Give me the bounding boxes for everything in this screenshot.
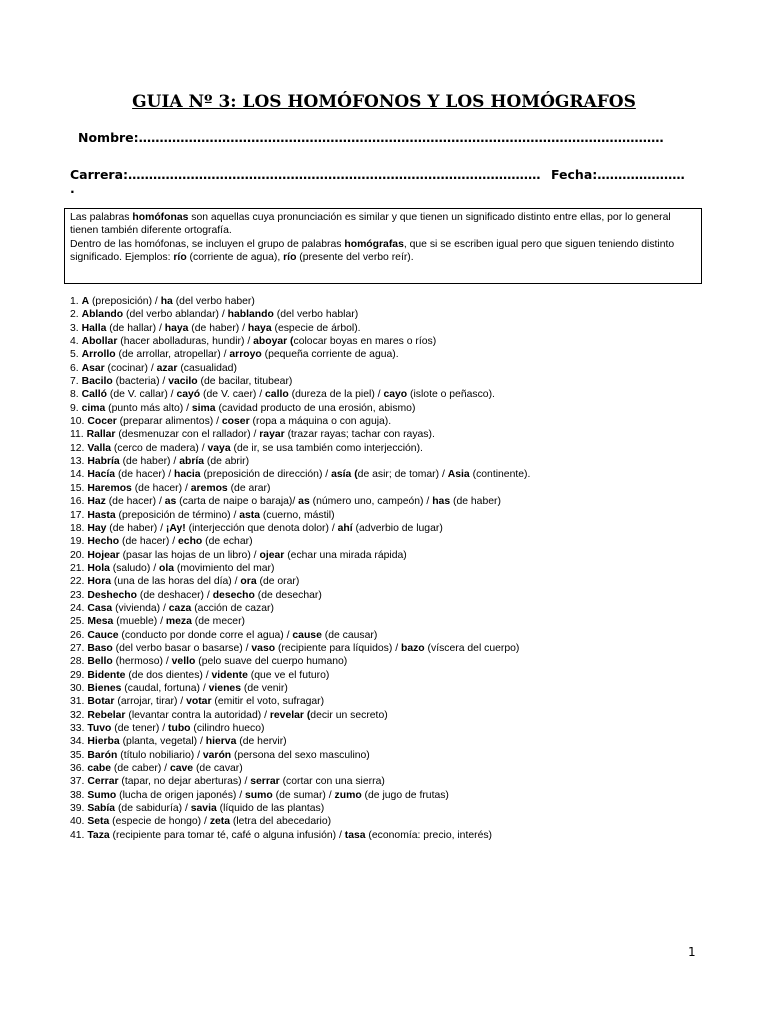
word-term: bazo bbox=[400, 642, 425, 654]
word-meaning: (islote o peñasco). bbox=[407, 389, 495, 401]
list-item bbox=[70, 388, 730, 401]
word-term: Hay bbox=[87, 522, 107, 534]
word-meaning: (de V. callar) / bbox=[106, 389, 177, 401]
word-meaning: (continente). bbox=[469, 469, 531, 481]
word-term: hacia bbox=[173, 469, 201, 481]
word-meaning: (mueble) / bbox=[113, 616, 166, 628]
word-meaning: 5. bbox=[70, 349, 82, 361]
word-meaning: (de haber) bbox=[450, 496, 501, 508]
word-term: Hola bbox=[87, 562, 110, 574]
word-term: Hierba bbox=[87, 736, 120, 748]
word-meaning: 21. bbox=[70, 562, 88, 574]
list-item bbox=[70, 775, 730, 788]
list-item bbox=[70, 655, 730, 668]
word-term: caza bbox=[168, 602, 192, 614]
homophone-list bbox=[70, 295, 730, 842]
word-term: Habría bbox=[87, 456, 120, 468]
word-meaning: 4. bbox=[70, 336, 82, 348]
list-item bbox=[70, 575, 730, 588]
word-meaning: 33. bbox=[70, 723, 88, 734]
list-item bbox=[70, 549, 730, 562]
word-meaning: (víscera del cuerpo) bbox=[424, 642, 520, 654]
word-meaning: 36. bbox=[70, 763, 88, 775]
word-meaning: 7. bbox=[70, 376, 82, 388]
word-term: cima bbox=[81, 402, 106, 414]
word-meaning: (preparar alimentos) / bbox=[116, 416, 222, 428]
word-term: Haremos bbox=[87, 482, 132, 494]
word-term: cabe bbox=[87, 763, 112, 775]
word-meaning: 3. bbox=[70, 322, 82, 334]
word-meaning: 9. bbox=[70, 402, 82, 414]
page-number: 1 bbox=[688, 945, 696, 959]
word-term: Halla bbox=[81, 322, 107, 334]
word-meaning: (de desechar) bbox=[254, 589, 322, 601]
word-meaning: (de haber) / bbox=[188, 322, 248, 334]
word-meaning: 10. bbox=[70, 416, 88, 428]
word-term: azar bbox=[156, 362, 178, 374]
word-meaning: (pelo suave del cuerpo humano) bbox=[195, 656, 348, 668]
word-meaning: 16. bbox=[70, 496, 88, 508]
word-meaning: (caudal, fortuna) / bbox=[121, 682, 209, 694]
word-meaning: (del verbo haber) bbox=[172, 296, 255, 307]
nombre-field: Nombre:……………………………………………………………………………………………………………… bbox=[78, 130, 664, 145]
word-term: Cocer bbox=[87, 416, 117, 428]
word-meaning: (acción de cazar) bbox=[191, 602, 274, 614]
word-term: Bienes bbox=[87, 682, 122, 694]
word-term: Cerrar bbox=[87, 776, 119, 788]
list-item bbox=[70, 442, 730, 455]
word-meaning: (de hervir) bbox=[236, 736, 287, 748]
word-meaning: (de hacer) / bbox=[115, 469, 174, 481]
word-meaning: 28. bbox=[70, 656, 88, 668]
list-item bbox=[70, 415, 730, 428]
word-term: Mesa bbox=[87, 616, 114, 628]
word-meaning: 40. bbox=[70, 816, 88, 828]
word-term: A bbox=[81, 296, 90, 307]
word-meaning: (movimiento del mar) bbox=[173, 562, 275, 574]
word-meaning: (de hacer) / bbox=[131, 482, 191, 494]
page-title: GUIA Nº 3: LOS HOMÓFONOS Y LOS HOMÓGRAFOS bbox=[132, 92, 636, 112]
word-term: Asia bbox=[447, 469, 470, 481]
word-meaning: (cortar con una sierra) bbox=[279, 776, 385, 788]
list-item bbox=[70, 829, 730, 842]
word-term: Tuvo bbox=[87, 723, 112, 734]
word-term: aboyar ( bbox=[253, 336, 294, 348]
word-meaning: (de V. caer) / bbox=[200, 389, 266, 401]
word-meaning: (pasar las hojas de un libro) / bbox=[119, 549, 260, 561]
word-term: Calló bbox=[81, 389, 107, 401]
list-item bbox=[70, 695, 730, 708]
word-meaning: (de caber) / bbox=[111, 763, 170, 775]
word-term: Taza bbox=[87, 829, 110, 841]
word-term: sumo bbox=[245, 789, 273, 801]
word-term: coser bbox=[221, 416, 250, 428]
word-meaning: (de jugo de frutas) bbox=[361, 789, 449, 801]
word-term: vaso bbox=[251, 642, 276, 654]
list-item bbox=[70, 669, 730, 682]
word-meaning: (especie de árbol). bbox=[271, 322, 361, 334]
list-item bbox=[70, 629, 730, 642]
word-meaning: 41. bbox=[70, 829, 88, 841]
list-item bbox=[70, 348, 730, 361]
word-meaning: (emitir el voto, sufragar) bbox=[211, 696, 325, 708]
word-meaning: (de dos dientes) / bbox=[125, 669, 212, 681]
carrera-field: Carrera:……………………………………………………………………………………… bbox=[70, 167, 541, 182]
word-meaning: 20. bbox=[70, 549, 88, 561]
word-meaning: (letra del abecedario) bbox=[230, 816, 332, 828]
word-meaning: (dureza de la piel) / bbox=[288, 389, 384, 401]
list-item bbox=[70, 682, 730, 695]
word-term: Bello bbox=[87, 656, 113, 668]
list-item bbox=[70, 802, 730, 815]
word-term: haya bbox=[247, 322, 272, 334]
word-meaning: 8. bbox=[70, 389, 82, 401]
word-term: abría bbox=[179, 456, 205, 468]
word-meaning: (del verbo basar o basarse) / bbox=[112, 642, 252, 654]
word-meaning: 25. bbox=[70, 616, 88, 628]
word-meaning: (de venir) bbox=[241, 682, 288, 694]
key-term: río bbox=[173, 251, 187, 263]
word-meaning: (pequeña corriente de agua). bbox=[261, 349, 399, 361]
word-meaning: (del verbo hablar) bbox=[273, 309, 359, 321]
word-meaning: (líquido de las plantas) bbox=[216, 803, 325, 815]
definition-paragraph bbox=[70, 211, 696, 238]
word-meaning: 35. bbox=[70, 749, 88, 761]
word-term: tubo bbox=[168, 723, 191, 734]
word-meaning: 12. bbox=[70, 442, 88, 454]
word-term: as bbox=[164, 496, 177, 508]
word-term: Ablando bbox=[81, 309, 124, 321]
fecha-field: Fecha:………………… bbox=[551, 167, 685, 182]
word-term: ola bbox=[158, 562, 174, 574]
word-term: tasa bbox=[344, 829, 366, 841]
word-meaning: 39. bbox=[70, 803, 88, 815]
word-meaning: 24. bbox=[70, 602, 88, 614]
list-item bbox=[70, 335, 730, 348]
word-term: Arrollo bbox=[81, 349, 116, 361]
word-meaning: (ropa a máquina o con aguja). bbox=[249, 416, 392, 428]
word-term: Hojear bbox=[87, 549, 120, 561]
word-term: callo bbox=[265, 389, 289, 401]
list-item bbox=[70, 615, 730, 628]
word-meaning: 14. bbox=[70, 469, 88, 481]
word-meaning: (que ve el futuro) bbox=[247, 669, 330, 681]
word-meaning: (título nobiliario) / bbox=[117, 749, 203, 761]
word-term: Cauce bbox=[87, 629, 119, 641]
list-item bbox=[70, 789, 730, 802]
word-meaning: 29. bbox=[70, 669, 88, 681]
word-term: vaya bbox=[207, 442, 231, 454]
word-meaning: decir un secreto) bbox=[310, 709, 388, 721]
word-meaning: (preposición de término) / bbox=[115, 509, 240, 521]
word-term: haya bbox=[164, 322, 189, 334]
definition-text: (corriente de agua), bbox=[186, 251, 284, 263]
list-item bbox=[70, 709, 730, 722]
word-meaning: colocar boyas en mares o ríos) bbox=[293, 336, 437, 348]
word-meaning: (de sumar) / bbox=[272, 789, 335, 801]
definition-paragraph bbox=[70, 238, 696, 265]
word-term: ahí bbox=[337, 522, 353, 534]
word-term: vidente bbox=[211, 669, 248, 681]
word-meaning: (adverbio de lugar) bbox=[352, 522, 443, 534]
word-term: serrar bbox=[250, 776, 280, 788]
word-term: ¡Ay! bbox=[165, 522, 186, 534]
word-meaning: (interjección que denota dolor) / bbox=[185, 522, 338, 534]
word-meaning: 11. bbox=[70, 429, 87, 441]
word-meaning: (tapar, no dejar aberturas) / bbox=[118, 776, 251, 788]
word-meaning: (preposición de dirección) / bbox=[200, 469, 332, 481]
list-item bbox=[70, 495, 730, 508]
word-meaning: (de haber) / bbox=[106, 522, 166, 534]
word-meaning: (de ir, se usa también como interjección). bbox=[230, 442, 423, 454]
word-term: ojear bbox=[259, 549, 285, 561]
list-item bbox=[70, 402, 730, 415]
word-meaning: (persona del sexo masculino) bbox=[231, 749, 370, 761]
word-meaning: (hermoso) / bbox=[112, 656, 172, 668]
word-term: cayo bbox=[383, 389, 408, 401]
word-term: cayó bbox=[176, 389, 201, 401]
word-meaning: (cuerno, mástil) bbox=[260, 509, 335, 521]
word-term: Hacía bbox=[87, 469, 116, 481]
word-meaning: (de abrir) bbox=[204, 456, 250, 468]
word-term: Baso bbox=[87, 642, 113, 654]
word-meaning: 26. bbox=[70, 629, 88, 641]
word-meaning: (de deshacer) / bbox=[137, 589, 213, 601]
list-item bbox=[70, 482, 730, 495]
word-term: Haz bbox=[87, 496, 106, 508]
word-meaning: (de orar) bbox=[256, 576, 300, 588]
word-term: varón bbox=[202, 749, 232, 761]
word-meaning: (casualidad) bbox=[177, 362, 237, 374]
word-term: echo bbox=[178, 536, 203, 548]
key-term: río bbox=[283, 251, 297, 263]
definition-box bbox=[64, 208, 702, 284]
definition-text: Dentro de las homófonas, se incluyen el grupo de palabras bbox=[70, 238, 345, 250]
word-meaning: 31. bbox=[70, 696, 88, 708]
word-term: ora bbox=[240, 576, 257, 588]
word-meaning: (desmenuzar con el rallador) / bbox=[115, 429, 260, 441]
word-term: Bacilo bbox=[81, 376, 113, 388]
word-term: asta bbox=[239, 509, 261, 521]
word-meaning: (economía: precio, interés) bbox=[365, 829, 493, 841]
word-meaning: 17. bbox=[70, 509, 88, 521]
list-item bbox=[70, 308, 730, 321]
list-item bbox=[70, 468, 730, 481]
word-meaning: (de echar) bbox=[202, 536, 253, 548]
definition-text: (presente del verbo reír). bbox=[296, 251, 414, 263]
list-item bbox=[70, 322, 730, 335]
list-item bbox=[70, 815, 730, 828]
word-meaning: de asir; de tomar) / bbox=[357, 469, 448, 481]
word-meaning: 38. bbox=[70, 789, 88, 801]
word-meaning: 6. bbox=[70, 362, 82, 374]
word-meaning: (punto más alto) / bbox=[105, 402, 192, 414]
word-meaning: (carta de naipe o baraja)/ bbox=[176, 496, 299, 508]
word-meaning: (una de las horas del día) / bbox=[111, 576, 241, 588]
key-term: homófonas bbox=[132, 212, 189, 223]
word-meaning: 18. bbox=[70, 522, 88, 534]
word-term: revelar ( bbox=[269, 709, 311, 721]
word-meaning: (cavidad producto de una erosión, abismo) bbox=[215, 402, 416, 414]
word-meaning: (echar una mirada rápida) bbox=[284, 549, 407, 561]
list-item bbox=[70, 749, 730, 762]
list-item bbox=[70, 535, 730, 548]
word-term: desecho bbox=[212, 589, 255, 601]
word-meaning: (hacer abolladuras, hundir) / bbox=[117, 336, 254, 348]
word-term: Deshecho bbox=[87, 589, 138, 601]
word-term: ha bbox=[160, 296, 173, 307]
form-trailing-dot: . bbox=[70, 181, 75, 196]
word-meaning: 30. bbox=[70, 682, 88, 694]
word-meaning: (de tener) / bbox=[111, 723, 169, 734]
word-meaning: (cilindro hueco) bbox=[190, 723, 265, 734]
word-meaning: (de bacilar, titubear) bbox=[197, 376, 293, 388]
word-meaning: (de arrollar, atropellar) / bbox=[115, 349, 230, 361]
word-meaning: (de causar) bbox=[321, 629, 378, 641]
word-meaning: (bacteria) / bbox=[112, 376, 169, 388]
word-meaning: 27. bbox=[70, 642, 88, 654]
word-term: asía ( bbox=[331, 469, 358, 481]
word-meaning: (recipiente para líquidos) / bbox=[275, 642, 401, 654]
list-item bbox=[70, 455, 730, 468]
word-term: aremos bbox=[190, 482, 228, 494]
word-term: Botar bbox=[87, 696, 115, 708]
word-term: Hecho bbox=[87, 536, 120, 548]
word-term: Valla bbox=[87, 442, 112, 454]
word-meaning: 22. bbox=[70, 576, 88, 588]
word-term: zeta bbox=[209, 816, 231, 828]
word-meaning: (saludo) / bbox=[109, 562, 159, 574]
list-item bbox=[70, 735, 730, 748]
word-term: Casa bbox=[87, 602, 113, 614]
word-meaning: 32. bbox=[70, 709, 88, 721]
word-term: rayar bbox=[259, 429, 285, 441]
list-item bbox=[70, 362, 730, 375]
word-term: vacilo bbox=[168, 376, 198, 388]
list-item bbox=[70, 295, 730, 308]
list-item bbox=[70, 428, 730, 441]
word-meaning: (levantar contra la autoridad) / bbox=[125, 709, 270, 721]
word-term: vello bbox=[171, 656, 196, 668]
word-meaning: 37. bbox=[70, 776, 88, 788]
word-meaning: (preposición) / bbox=[89, 296, 161, 307]
word-term: Barón bbox=[87, 749, 118, 761]
word-meaning: (de cavar) bbox=[193, 763, 243, 775]
word-meaning: (trazar rayas; tachar con rayas). bbox=[284, 429, 435, 441]
list-item bbox=[70, 642, 730, 655]
list-item bbox=[70, 522, 730, 535]
list-item bbox=[70, 762, 730, 775]
word-term: arroyo bbox=[229, 349, 262, 361]
word-meaning: (conducto por donde corre el agua) / bbox=[118, 629, 293, 641]
word-meaning: 19. bbox=[70, 536, 88, 548]
word-term: cause bbox=[292, 629, 322, 641]
definition-text: , que si se escriben igual pero que siguen teniendo distinto significado. Ejemplos: bbox=[70, 238, 675, 263]
word-meaning: 1. bbox=[70, 296, 82, 307]
word-term: Abollar bbox=[81, 336, 118, 348]
word-meaning: (de hacer) / bbox=[119, 536, 179, 548]
word-meaning: (de hacer) / bbox=[105, 496, 165, 508]
definition-text: son aquellas cuya pronunciación es similar y que tienen un significado distinto entre ellas, por lo general tienen también diferente ortografía. bbox=[70, 212, 671, 237]
word-term: votar bbox=[186, 696, 212, 708]
word-meaning: (cerco de madera) / bbox=[111, 442, 208, 454]
word-term: cave bbox=[169, 763, 194, 775]
list-item bbox=[70, 589, 730, 602]
word-term: hablando bbox=[227, 309, 274, 321]
word-term: Hora bbox=[87, 576, 112, 588]
list-item bbox=[70, 509, 730, 522]
word-meaning: 2. bbox=[70, 309, 82, 321]
word-term: savia bbox=[190, 803, 217, 815]
word-meaning: (lucha de origen japonés) / bbox=[116, 789, 246, 801]
word-term: Rebelar bbox=[87, 709, 126, 721]
word-meaning: (del verbo ablandar) / bbox=[123, 309, 228, 321]
word-term: Asar bbox=[81, 362, 105, 374]
word-meaning: (de sabiduría) / bbox=[115, 803, 191, 815]
word-term: Hasta bbox=[87, 509, 116, 521]
word-term: Sabía bbox=[87, 803, 116, 815]
list-item bbox=[70, 602, 730, 615]
word-meaning: (vivienda) / bbox=[112, 602, 169, 614]
word-meaning: (arrojar, tirar) / bbox=[114, 696, 187, 708]
key-term: homógrafas bbox=[344, 238, 404, 250]
list-item bbox=[70, 722, 730, 735]
word-term: hierva bbox=[205, 736, 237, 748]
word-term: sima bbox=[191, 402, 216, 414]
word-meaning: (número uno, campeón) / bbox=[309, 496, 433, 508]
word-meaning: (de mecer) bbox=[191, 616, 246, 628]
word-meaning: 34. bbox=[70, 736, 88, 748]
definition-text: Las palabras bbox=[70, 212, 133, 223]
word-meaning: (recipiente para tomar té, café o alguna infusión) / bbox=[109, 829, 345, 841]
word-meaning: (especie de hongo) / bbox=[109, 816, 210, 828]
word-meaning: (de hallar) / bbox=[106, 322, 165, 334]
word-meaning: (cocinar) / bbox=[104, 362, 157, 374]
word-meaning: 13. bbox=[70, 456, 88, 468]
word-meaning: 23. bbox=[70, 589, 88, 601]
word-meaning: (de arar) bbox=[227, 482, 271, 494]
word-term: zumo bbox=[334, 789, 362, 801]
word-term: as bbox=[298, 496, 310, 508]
list-item bbox=[70, 375, 730, 388]
word-term: Seta bbox=[87, 816, 110, 828]
word-term: meza bbox=[165, 616, 192, 628]
word-term: Sumo bbox=[87, 789, 117, 801]
word-term: has bbox=[432, 496, 451, 508]
word-term: Bidente bbox=[87, 669, 126, 681]
list-item bbox=[70, 562, 730, 575]
word-meaning: (planta, vegetal) / bbox=[119, 736, 206, 748]
word-term: Rallar bbox=[86, 429, 116, 441]
word-term: vienes bbox=[208, 682, 241, 694]
word-meaning: 15. bbox=[70, 482, 88, 494]
word-meaning: (de haber) / bbox=[119, 456, 180, 468]
